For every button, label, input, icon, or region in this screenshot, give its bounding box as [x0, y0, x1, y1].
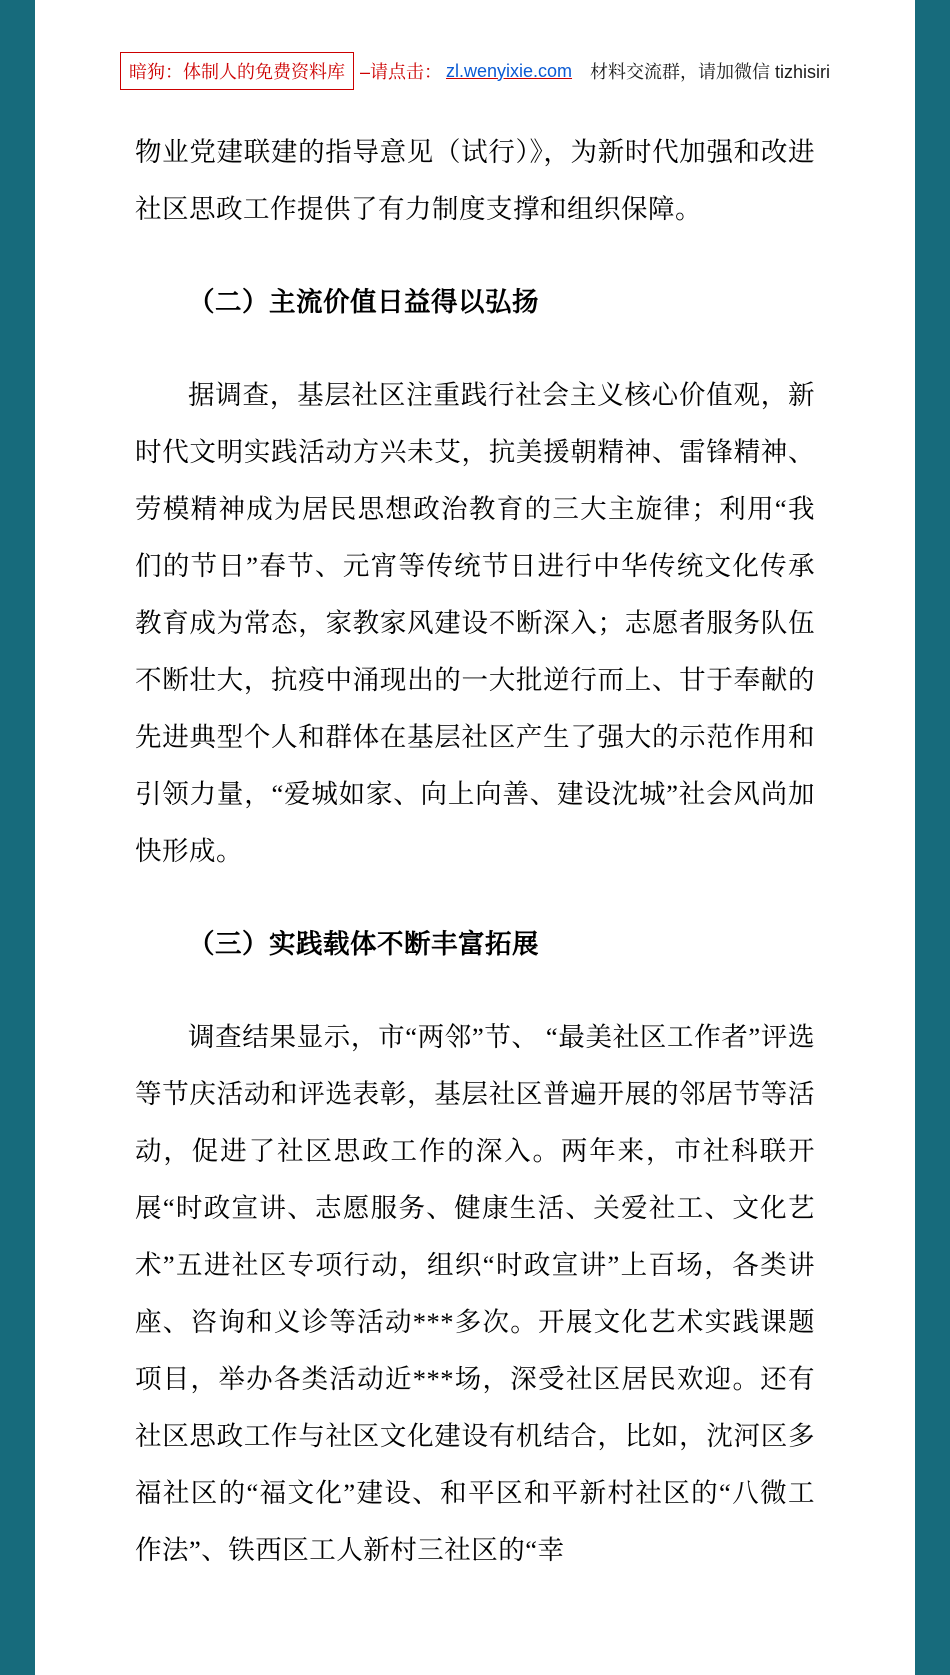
document-page: [35, 0, 915, 1675]
click-hint-label: –请点击：: [359, 62, 442, 82]
wechat-group-note: 材料交流群，请加微信 tizhisiri: [590, 62, 831, 82]
paragraph-continuation: 物业党建联建的指导意见（试行）》，为新时代加强和改进社区思政工作提供了有力制度支撑和组织保障。: [135, 137, 815, 224]
section-heading-2: （二）主流价值日益得以弘扬: [188, 287, 539, 317]
site-badge: 暗狗：体制人的免费资料库: [120, 52, 354, 90]
section-heading-3: （三）实践载体不断丰富拓展: [188, 929, 539, 959]
site-link[interactable]: zl.wenyixie.com: [445, 60, 573, 81]
paragraph: 据调查，基层社区注重践行社会主义核心价值观，新时代文明实践活动方兴未艾，抗美援朝精神、雷锋精神、劳模精神成为居民思想政治教育的三大主旋律；利用“我们的节日”春节、元宵等传统节日进行中华传统文化传承教育成为常态，家教家风建设不断深入；志愿者服务队伍不断壮大，抗疫中涌现出的一大批逆行而上、甘于奉献的先进典型个人和群体在基层社区产生了强大的示范作用和引领力量，“爱城如家、向上向善、建设沈城”社会风尚加快形成。: [135, 380, 815, 866]
promo-header: [128, 52, 831, 90]
document-body: [135, 124, 815, 1579]
paragraph: 调查结果显示，市“两邻”节、 “最美社区工作者”评选等节庆活动和评选表彰，基层社区普遍开展的邻居节等活动，促进了社区思政工作的深入。两年来，市社科联开展“时政宣讲、志愿服务、健康生活、关爱社工、文化艺术”五进社区专项行动，组织“时政宣讲”上百场，各类讲座、咨询和义诊等活动***多次。开展文化艺术实践课题项目，举办各类活动近***场，深受社区居民欢迎。还有社区思政工作与社区文化建设有机结合，比如，沈河区多福社区的“福文化”建设、和平区和平新村社区的“八微工作法”、铁西区工人新村三社区的“幸: [135, 1022, 815, 1565]
